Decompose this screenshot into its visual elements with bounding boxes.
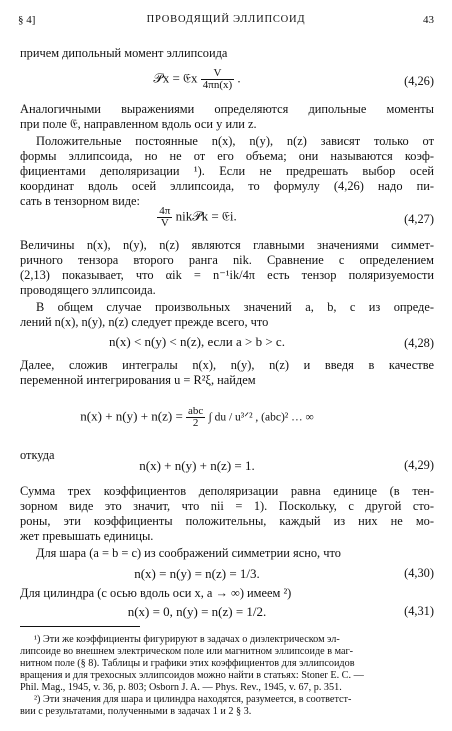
text-line: лений n(x), n(y), n(z) следует прежде всего, что [20, 315, 269, 329]
text-line: координат вдоль осей эллипсоида, то формулу (4,26) надо пи- [20, 179, 434, 193]
text-line: формы эллипсоида, но не от его объема; они называются коэф- [20, 149, 434, 163]
text-line: переменной интегрирования u = R²ξ, найдем [20, 373, 256, 387]
eq-lhs: n(x) + n(y) + n(z) = [80, 408, 183, 424]
equation-number: (4,29) [404, 458, 434, 472]
equation-4-31 [20, 602, 434, 628]
footnote-line: нитном поле (§ 8). Таблицы и графики этих коэффициентов для эллипсоидов [20, 658, 355, 669]
footnote-rule [20, 626, 140, 627]
text-line: Положительные постоянные n(x), n(y), n(z) зависят только от [36, 134, 434, 148]
eq-body: n(x) = 0, n(y) = n(z) = 1/2. [127, 604, 267, 619]
eq-lhs: 𝒫x = 𝔈x [153, 70, 198, 86]
text-line: (2,13) показывает, что αik = n⁻¹ik/4π есть тензор поляризуемости [20, 268, 434, 282]
text-line: Аналогичными выражениями определяются дипольные моменты [20, 102, 434, 116]
footnote-line: ²) Эти значения для шара и цилиндра находятся, разумеется, в соответст- [34, 694, 352, 705]
footnote-line: вращения и для трехосных эллипсоидов можно найти в статьях: Stoner E. C. — [20, 670, 364, 681]
equation-number: (4,26) [404, 74, 434, 88]
eq-denominator: V [160, 217, 169, 229]
eq-body: n(x) = n(y) = n(z) = 1/3. [134, 566, 260, 581]
text-line: роны, эти коэффициенты положительны, каждый из них не мо- [20, 514, 434, 528]
text-line: при поле 𝔈, направленном вдоль оси y или z. [20, 117, 257, 131]
equation-integral [20, 400, 434, 440]
equation-number: (4,28) [404, 336, 434, 350]
eq-body: n(x) < n(y) < n(z), если a > b > c. [109, 334, 285, 349]
text-line: Далее, сложив интегралы n(x), n(y), n(z) и введя в качестве [20, 358, 434, 372]
footnote-line: ¹) Эти же коэффициенты фигурируют в задачах о диэлектрическом эл- [34, 634, 340, 645]
page-number: 43 [423, 14, 434, 26]
eq-denominator: 2 [192, 417, 199, 429]
footnote-line: липсоиде во внешнем электрическом поле или магнитном эллипсоиде в маг- [20, 646, 354, 657]
eq-numerator: 4π [159, 205, 171, 217]
eq-numerator: V [201, 68, 234, 80]
eq-denominator: 4πn(x) [202, 79, 233, 91]
text-line: Сумма трех коэффициентов деполяризации равна единице (в тен- [20, 484, 434, 498]
text-line: фициентами деполяризации ¹). Если не предрешать выбор осей [20, 164, 434, 178]
text-line: сать в тензорном виде: [20, 194, 140, 208]
eq-integral: ∫ du / u³ᐟ² , (abc)² … ∞ [208, 411, 314, 424]
footnote-line: вии с результатами, полученными в задачах 1 и 2 § 3. [20, 706, 252, 717]
equation-4-28 [20, 334, 434, 360]
equation-number: (4,27) [404, 212, 434, 226]
eq-rhs: nik𝒫k = 𝔈i. [175, 208, 237, 224]
text-line: В общем случае произвольных значений a, b, c из опреде- [36, 300, 434, 314]
section-marker: § 4] [18, 14, 36, 26]
running-header [18, 14, 434, 32]
text-line: откуда [20, 448, 55, 462]
footnote-line: Phil. Mag., 1945, v. 36, p. 803; Osborn J. A. — Phys. Rev., 1945, v. 67, p. 351. [20, 682, 342, 693]
equation-number: (4,31) [404, 604, 434, 618]
text-line: жет превышать единицы. [20, 529, 154, 543]
eq-body: n(x) + n(y) + n(z) = 1. [139, 458, 255, 473]
text-line: Величины n(x), n(y), n(z) являются главными значениями симмет- [20, 238, 434, 252]
text-line: ричного тензора второго ранга nik. Сравнение с определением [20, 253, 434, 267]
eq-numerator: abc [188, 405, 204, 417]
equation-4-29 [20, 454, 434, 480]
text-line: причем дипольный момент эллипсоида [20, 46, 228, 60]
running-title: ПРОВОДЯЩИЙ ЭЛЛИПСОИД [146, 14, 306, 25]
text-line: зорном виде это значит, что nii = 1). Поскольку, с другой сто- [20, 499, 434, 513]
equation-number: (4,30) [404, 566, 434, 580]
text-line: проводящего эллипсоида. [20, 283, 156, 297]
text-line: Для цилиндра (с осью вдоль оси x, a → ∞) имеем ²) [20, 586, 292, 600]
text-line: Для шара (a = b = c) из соображений симметрии ясно, что [36, 546, 341, 560]
equation-4-26: 𝒫x = 𝔈x $\frac{V}{4\pi n(x)}$ . (4,26) [153, 67, 434, 91]
equation-4-27 [20, 206, 434, 232]
